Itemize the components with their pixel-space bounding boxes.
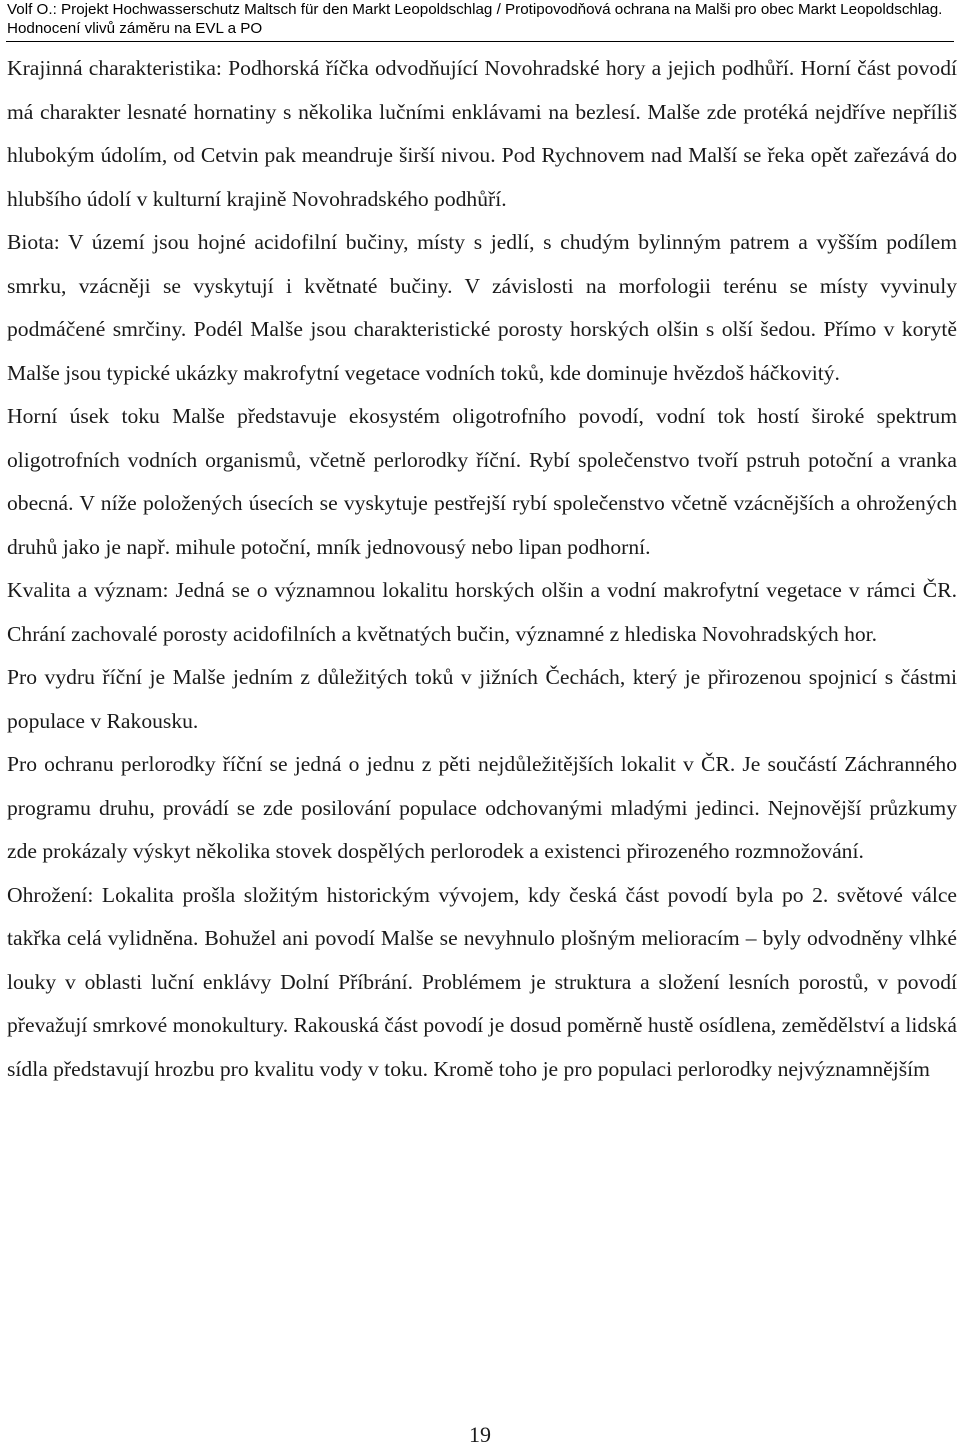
paragraph-landscape: Krajinná charakteristika: Podhorská říčka odvodňující Novohradské hory a jejich podhůří. Horní část povodí má charakter lesnaté hornatiny s několika lučními enklávami na bezlesí. Malše zde protéká nejdříve nepříliš hlubokým údolím, od Cetvin pak meandruje širší nivou. Pod Rychnovem nad Malší se řeka opět zařezává do hlubšího údolí v kulturní krajině Novohradského podhůří. bbox=[7, 56, 957, 211]
paragraph-biota: Biota: V území jsou hojné acidofilní bučiny, místy s jedlí, s chudým bylinným patrem a vyšším podílem smrku, vzácněji se vyskytují i květnaté bučiny. V závislosti na morfologii terénu se místy vyvinuly podmáčené smrčiny. Podél Malše jsou charakteristické porosty horských olšin s olší šedou. Přímo v korytě Malše jsou typické ukázky makrofytní vegetace vodních toků, kde dominuje hvězdoš háčkovitý. bbox=[7, 230, 957, 385]
running-header bbox=[7, 0, 957, 38]
paragraph-otter: Pro vydru říční je Malše jedním z důležitých toků v jižních Čechách, který je přirozenou spojnicí s částmi populace v Rakousku. bbox=[7, 665, 957, 733]
paragraph-upper-stream: Horní úsek toku Malše představuje ekosystém oligotrofního povodí, vodní tok hostí široké spektrum oligotrofních vodních organismů, včetně perlorodky říční. Rybí společenstvo tvoří pstruh potoční a vranka obecná. V níže položených úsecích se vyskytuje pestřejší rybí společenstvo včetně vzácnějších a ohrožených druhů jako je např. mihule potoční, mník jednovousý nebo lipan podhorní. bbox=[7, 404, 957, 559]
header-divider bbox=[6, 41, 954, 42]
running-title: Volf O.: Projekt Hochwasserschutz Maltsch für den Markt Leopoldschlag / Protipovodňová ochrana na Malši pro obec Markt Leopoldschlag. Hodnocení vlivů záměru na EVL a PO bbox=[7, 1, 943, 37]
paragraph-pearl-mussel: Pro ochranu perlorodky říční se jedná o jednu z pěti nejdůležitějších lokalit v ČR. Je součástí Záchranného programu druhu, provádí se zde posilování populace odchovanými mladými jedinci. Nejnovější průzkumy zde prokázaly výskyt několika stovek dospělých perlorodek a existenci přirozeného rozmnožování. bbox=[7, 752, 957, 863]
paragraph-threats: Ohrožení: Lokalita prošla složitým historickým vývojem, kdy česká část povodí byla po 2. světové válce takřka celá vylidněna. Bohužel ani povodí Malše se nevyhnulo plošným melioracím – byly odvodněny vlhké louky v oblasti luční enklávy Dolní Příbrání. Problémem je struktura a složení lesních porostů, v povodí převažují smrkové monokultury. Rakouská část povodí je dosud poměrně hustě osídlena, zemědělství a lidská sídla představují hrozbu pro kvalitu vody v toku. Kromě toho je pro populaci perlorodky nejvýznamnějším bbox=[7, 882, 957, 1081]
paragraph-quality: Kvalita a význam: Jedná se o významnou lokalitu horských olšin a vodní makrofytní vegetace v rámci ČR. Chrání zachovalé porosty acidofilních a květnatých bučin, významné z hlediska Novohradských hor. bbox=[7, 578, 957, 646]
page-number: 19 bbox=[469, 1422, 491, 1447]
document-body bbox=[7, 47, 957, 1091]
